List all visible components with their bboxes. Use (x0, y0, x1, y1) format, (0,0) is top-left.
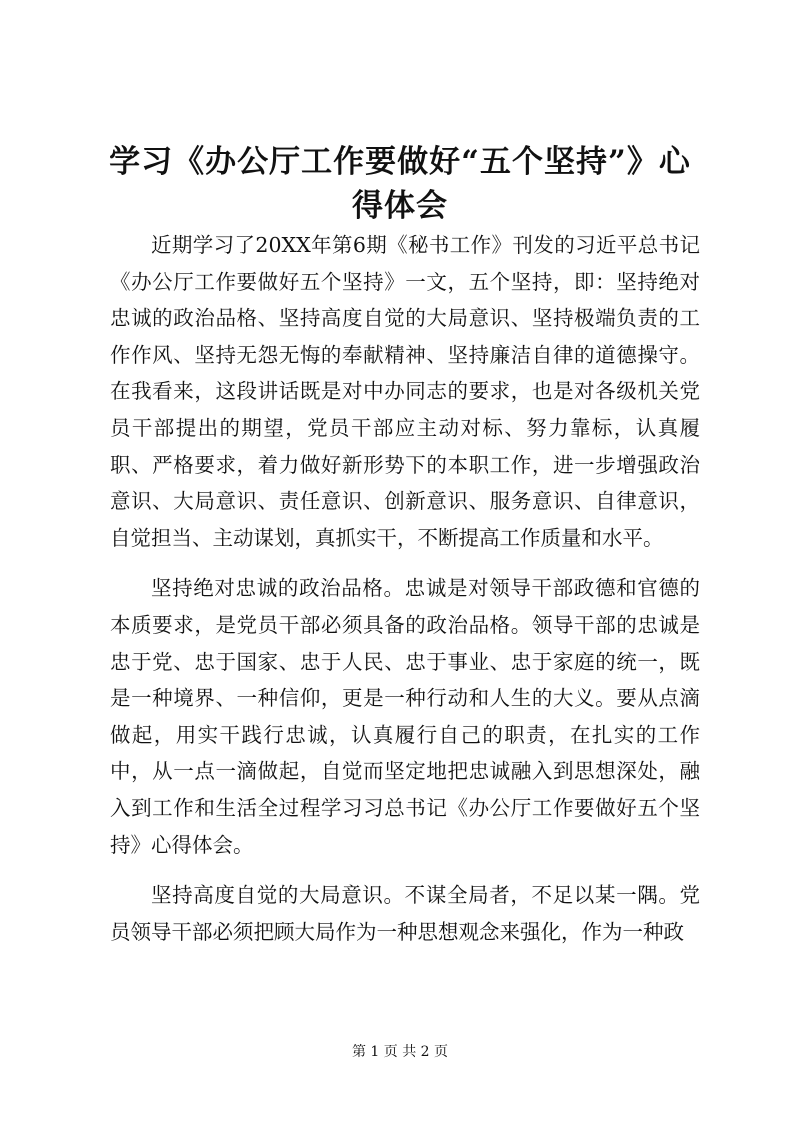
paragraph-intro: 近期学习了20XX年第6期《秘书工作》刊发的习近平总书记《办公厅工作要做好五个坚持》一文，五个坚持，即：坚持绝对忠诚的政治品格、坚持高度自觉的大局意识、坚持极端负责的工作作风、坚持无怨无悔的奉献精神、坚持廉洁自律的道德操守。在我看来，这段讲话既是对中办同志的要求，也是对各级机关党员干部提出的期望，党员干部应主动对标、努力靠标，认真履职、严格要求，着力做好新形势下的本职工作，进一步增强政治意识、大局意识、责任意识、创新意识、服务意识、自律意识，自觉担当、主动谋划，真抓实干，不断提高工作质量和水平。 (110, 233, 700, 550)
document-body (110, 227, 700, 964)
paragraph-overall-awareness: 坚持高度自觉的大局意识。不谋全局者，不足以某一隅。党员领导干部必须把顾大局作为一种思想观念来强化，作为一种政 (110, 883, 700, 944)
page-number-footer: 第 1 页 共 2 页 (351, 1044, 449, 1060)
document-title: 学习《办公厅工作要做好“五个坚持”》心得体会 (109, 144, 691, 224)
paragraph-loyalty: 坚持绝对忠诚的政治品格。忠诚是对领导干部政德和官德的本质要求，是党员干部必须具备的政治品格。领导干部的忠诚是忠于党、忠于国家、忠于人民、忠于事业、忠于家庭的统一，既是一种境界、一种信仰，更是一种行动和人生的大义。要从点滴做起，用实干践行忠诚，认真履行自己的职责，在扎实的工作中，从一点一滴做起，自觉而坚定地把忠诚融入到思想深处，融入到工作和生活全过程学习习总书记《办公厅工作要做好五个坚持》心得体会。 (110, 576, 700, 857)
